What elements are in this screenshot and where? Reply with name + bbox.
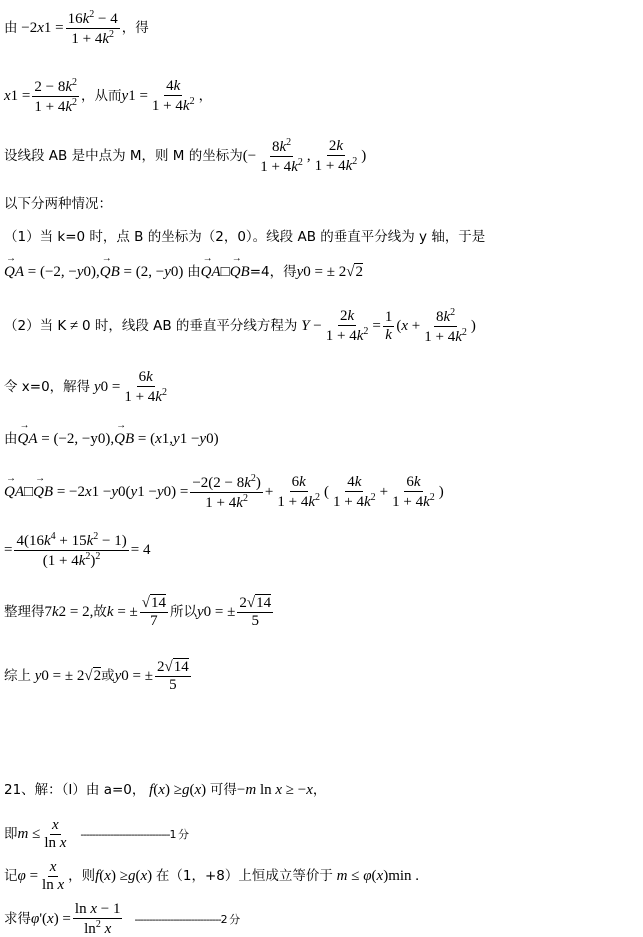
fraction: $\frac{4(16k^4 + 15k^2 - 1)}{(1 + 4k^2)^2}$	[16, 531, 127, 569]
text-de: ，得	[121, 19, 149, 36]
fraction: $\frac{8k^2}{1 + 4k^2}$	[424, 307, 467, 345]
fraction: $\frac{6k}{1 + 4k^2}$	[124, 369, 167, 405]
text-midpoint: 设线段 AB 是中点为 M，则 M 的坐标为	[4, 147, 243, 164]
text-jiphi: 记	[4, 867, 18, 884]
line-5	[4, 231, 485, 245]
text-conger: ，从而	[81, 87, 122, 104]
line-2: x 1 = $\frac{2 - 8k^2}{1 + 4k^2}$ ，从而 y 1 = $\frac{4k}{1 + 4k^2}$ ，	[4, 77, 213, 115]
line-4	[4, 198, 112, 212]
line-3: 设线段 AB 是中点为 M，则 M 的坐标为 (− $\frac{8k^2}{1 + 4k^2}$ , $\frac{2k}{1 + 4k^2}$ )	[4, 137, 367, 175]
line-7: （2）当 K ≠ 0 时，线段 AB 的垂直平分线方程为 Y − $\frac{2k}{1 + 4k^2}$ = $\frac{1}{k}$ ( x + $\frac{8k^2}{1 + 4k^2}$ )	[4, 307, 476, 345]
fraction: $\frac{2√14}{5}$	[156, 659, 189, 693]
line-13: 综上 y 0 = ± 2√2 或 y 0 = ± $\frac{2√14}{5}$	[4, 659, 189, 693]
line-11: = $\frac{4(16k^4 + 15k^2 - 1)}{(1 + 4k^2)^2}$ = 4	[4, 531, 151, 569]
line-15: 即 m ≤ $\frac{x}{\text{ln x}}$ ------------------------------1 分	[4, 817, 188, 851]
line-1: 由 −2 x 1 = $\frac{16k^2 - 4}{1 + 4k^2}$ ，得	[4, 9, 149, 47]
text-case1: （1）当 k=0 时，点 B 的坐标为（2，0）。线段 AB 的垂直平分线为 y 轴，于是	[4, 229, 486, 245]
line-6: → QA = (−2, − y 0 ), → QB = (2, − y 0 ) 由 → QA □ → QB =4，得 y 0 = ± 2 √2	[4, 265, 363, 280]
fraction: $\frac{2k}{1 + 4k^2}$	[325, 308, 369, 344]
fraction: $\frac{-2(2 - 8k^2)}{1 + 4k^2}$	[192, 473, 261, 511]
line-16: 记 φ = $\frac{x}{\text{ln x}}$ ，则 f ( x ) ≥ g ( x ) 在（1，+8）上恒成立等价于 m ≤ φ ( x ) min .	[4, 859, 420, 893]
text-guke: 故	[93, 603, 107, 620]
fraction: $\frac{\text{ln x − 1}}{\ln^2 x}$	[74, 901, 121, 937]
text-zongshang: 综上	[4, 667, 31, 684]
fraction: $\frac{1}{k}$	[384, 309, 393, 343]
fraction: $\frac{16k^2 - 4}{1 + 4k^2}$	[67, 9, 118, 47]
text-kede: 可得	[209, 781, 237, 798]
line-9: 由 → QA = (−2, −y 0 ), → QB = ( x 1 , y 1 − y 0 )	[4, 432, 219, 447]
text-ze: ，则	[68, 867, 96, 884]
line-10: → QA □ → QB = −2 x 1 − y 0 ( y 1 − y 0 ) = $\frac{-2(2 - 8k^2)}{1 + 4k^2}$ + $\frac{6k}{1 + 4k^2}$ ( $\frac{4k}{1 + 4k^2}$ + $\frac{6k}{1 + 4k^2}$ )	[4, 474, 444, 511]
fraction: $\frac{6k}{1 + 4k^2}$	[392, 474, 435, 510]
fraction: $\frac{2√14}{5}$	[239, 595, 272, 629]
text-huo: 或	[101, 667, 115, 684]
text-case2-pre: （2）当 K	[4, 317, 67, 334]
text-case2-mid: 0 时，线段 AB 的垂直平分线方程为	[81, 317, 298, 334]
text-ji: 即	[4, 825, 18, 842]
line-17: 求得 φ '( x ) = $\frac{\text{ln x − 1}}{\ln^2 x}$ -----------------------------2 分	[4, 901, 240, 937]
text-qiude: 求得	[4, 910, 31, 927]
line-14: 21、解：（Ⅰ）由 a=0， f ( x ) ≥ g ( x ) 可得 − m ln x ≥ − x ，	[4, 781, 327, 798]
text-score-2: -----------------------------2 分	[134, 913, 240, 926]
text-q21: 21、解：（Ⅰ）由 a=0，	[4, 781, 146, 798]
text-score-1: ------------------------------1 分	[80, 828, 188, 841]
fraction: $\frac{x}{\text{ln x}}$	[44, 817, 67, 851]
fraction: $\frac{4k}{1 + 4k^2}$	[151, 78, 195, 114]
text-cases: 以下分两种情况：	[4, 196, 112, 212]
line-8: 令 x=0，解得 y 0 = $\frac{6k}{1 + 4k^2}$	[4, 369, 167, 405]
fraction: $\frac{2 - 8k^2}{1 + 4k^2}$	[34, 77, 78, 115]
line-12: 整理得 7 k 2 = 2, 故 k = ± $\frac{√14}{7}$ 所以 y 0 = ± $\frac{2√14}{5}$	[4, 595, 272, 629]
text-zai: 在（1，+8）上恒成立等价于	[155, 867, 333, 884]
text-you2: 由	[187, 263, 201, 280]
fraction: $\frac{8k^2}{1 + 4k^2}$	[260, 137, 303, 175]
text-ling: 令 x=0，解得	[4, 378, 91, 395]
fraction: $\frac{6k}{1 + 4k^2}$	[277, 474, 321, 510]
fraction: $\frac{√14}{7}$	[141, 595, 166, 629]
text-comma: ，	[312, 781, 327, 798]
fraction: $\frac{2k}{1 + 4k^2}$	[314, 138, 358, 174]
text-suoyi: 所以	[170, 603, 197, 620]
text-comma: ，	[198, 87, 213, 104]
text-eq4: =4，得	[249, 263, 297, 280]
text-zhengli: 整理得	[4, 603, 45, 620]
text-you: 由	[4, 19, 18, 36]
fraction: $\frac{x}{\text{ln x}}$	[42, 859, 65, 893]
text-you: 由	[4, 430, 18, 447]
fraction: $\frac{4k}{1 + 4k^2}$	[333, 474, 376, 510]
